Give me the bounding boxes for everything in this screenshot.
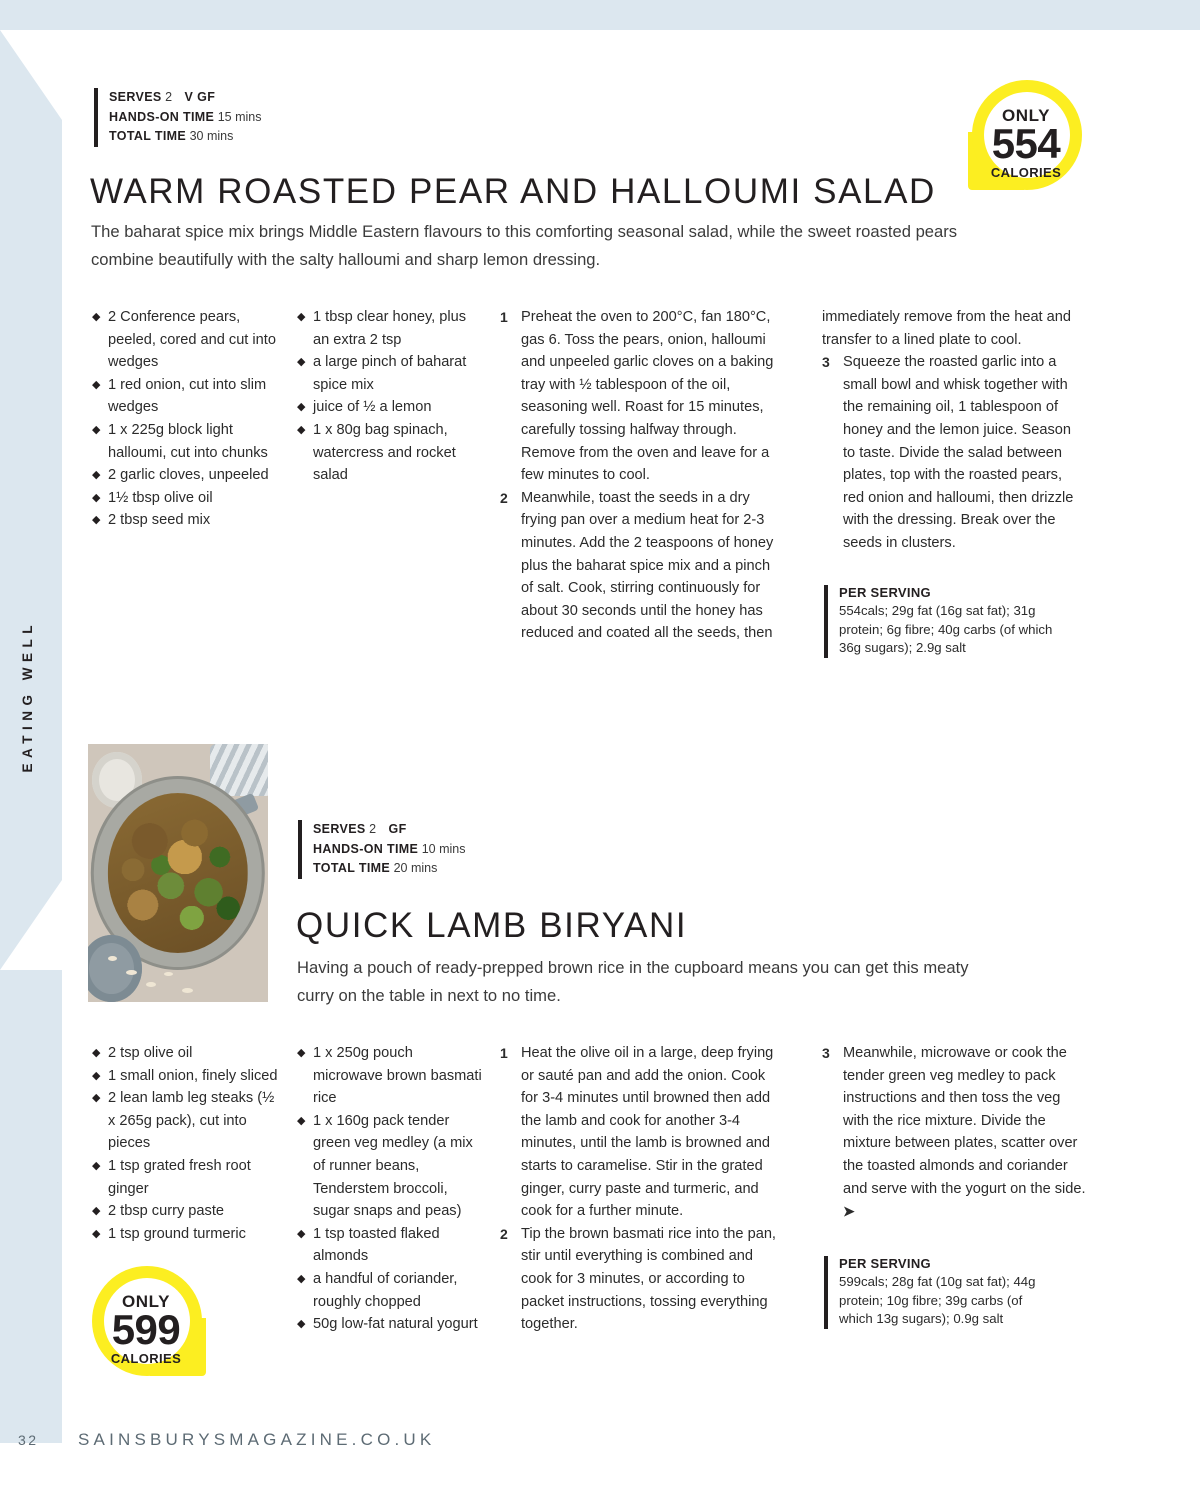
diamond-bullet-icon: ◆ [297, 311, 306, 323]
list-item [297, 396, 477, 419]
diamond-bullet-icon: ◆ [92, 1069, 101, 1082]
diamond-bullet-icon: ◆ [92, 423, 101, 436]
list-item [92, 374, 277, 419]
ingredient-text: 1 tsp grated fresh root ginger [108, 1157, 251, 1197]
recipe-1-method-column-2 [822, 306, 1087, 555]
diamond-bullet-icon: ◆ [297, 1047, 306, 1059]
recipe-1-serves-line [109, 88, 262, 108]
per-serving-body: 599cals; 28g fat (10g sat fat); 44g protein; 10g fibre; 39g carbs (of which 13g sugars); 0.9g salt [839, 1274, 1036, 1327]
ingredient-list [297, 1042, 482, 1336]
step-number: 2 [500, 1225, 508, 1242]
recipe-2-handson-label: HANDS-ON TIME [313, 841, 419, 856]
recipe-2-ingredients-column-2 [297, 1042, 482, 1336]
list-item [297, 1042, 482, 1110]
method-list [822, 351, 1087, 554]
page-number: 32 [18, 1432, 39, 1448]
list-item [297, 351, 477, 396]
list-item [92, 1065, 282, 1088]
recipe-1-total-value: 30 mins [189, 129, 234, 143]
photo-almond-flake [126, 970, 137, 975]
ingredient-list [297, 306, 477, 487]
ingredient-text: 2 tbsp curry paste [108, 1203, 224, 1220]
step-text: Meanwhile, microwave or cook the tender green veg medley to pack instructions and then toss the veg with the rice mixture. Divide the mixture between plates, scatter over the toasted almonds and coriander and serve with the yogurt on the side. [843, 1045, 1086, 1197]
method-list [500, 306, 785, 645]
diamond-bullet-icon: ◆ [92, 1092, 101, 1105]
diamond-bullet-icon: ◆ [92, 378, 101, 391]
ingredient-text: a handful of coriander, roughly chopped [313, 1270, 458, 1310]
step-text: Tip the brown basmati rice into the pan, stir until everything is combined and cook for 3 minutes, or according to packet instructions, tossing everything together. [521, 1225, 776, 1333]
method-step [500, 1223, 785, 1336]
diamond-bullet-icon: ◆ [92, 311, 101, 323]
ingredient-text: 1 x 160g pack tender green veg medley (a mix of runner beans, Tenderstem broccoli, sugar snaps and peas) [313, 1112, 473, 1220]
ingredient-text: 2 lean lamb leg steaks (½ x 265g pack), cut into pieces [108, 1090, 275, 1152]
photo-almond-flake [108, 956, 117, 961]
recipe-2-handson-value: 10 mins [421, 841, 466, 856]
photo-biryani-pan [108, 793, 248, 953]
method-step [822, 1042, 1087, 1224]
step-text: Meanwhile, toast the seeds in a dry frying pan over a medium heat for 2-3 minutes. Add the 2 teaspoons of honey plus the baharat spice mix and a pinch of salt. Cook, stirring continuously for about 30 seconds until the honey has reduced and coated all the seeds, then [521, 489, 774, 642]
recipe-2-diet-tags: GF [388, 822, 407, 836]
badge-only-label: ONLY [1001, 106, 1051, 125]
ingredient-list [92, 1042, 282, 1245]
photo-almond-flake [182, 988, 193, 993]
recipe-1-serves-value: 2 [165, 90, 173, 104]
ingredient-text: 1 tsp ground turmeric [108, 1225, 246, 1242]
list-item [92, 1200, 282, 1223]
recipe-1-handson-line [109, 108, 262, 128]
list-item [297, 1110, 482, 1223]
diamond-bullet-icon: ◆ [297, 1227, 306, 1240]
method-step [500, 1042, 785, 1223]
list-item [92, 487, 277, 510]
recipe-1-per-serving [824, 585, 1074, 658]
continues-arrow-icon: ➤ [843, 1203, 855, 1220]
method-step [500, 306, 785, 487]
ingredient-text: 1 tsp toasted flaked almonds [313, 1225, 440, 1265]
list-item [92, 1155, 282, 1200]
diamond-bullet-icon: ◆ [297, 356, 306, 369]
recipe-2-meta [298, 820, 466, 879]
recipe-2-per-serving [824, 1256, 1044, 1329]
step-number: 1 [500, 309, 508, 325]
recipe-1-serves-label: SERVES [109, 90, 162, 104]
step-number: 3 [822, 354, 830, 371]
method-list [822, 1042, 1087, 1224]
badge-calories-label: CALORIES [110, 1351, 182, 1366]
recipe-1-ingredients-column-1 [92, 306, 277, 532]
decorative-top-band [0, 0, 1200, 30]
magazine-website: SAINSBURYSMAGAZINE.CO.UK [78, 1430, 436, 1449]
ingredient-list [92, 306, 277, 532]
footer-background [0, 1443, 1200, 1505]
recipe-2-method-column-1 [500, 1042, 785, 1336]
list-item [92, 464, 277, 487]
recipe-2-standfirst: Having a pouch of ready-prepped brown rice in the cupboard means you can get this meaty curry on the table in next to no time. [297, 958, 969, 1005]
method-step [500, 487, 785, 645]
ingredient-text: 1 x 225g block light halloumi, cut into chunks [108, 421, 268, 461]
running-head-eating-well: EATING WELL [20, 620, 35, 773]
ingredient-text: 1 red onion, cut into slim wedges [108, 376, 267, 416]
ingredient-text: 2 Conference pears, peeled, cored and cut into wedges [108, 309, 276, 371]
list-item [297, 1223, 482, 1268]
diamond-bullet-icon: ◆ [92, 1205, 101, 1218]
step-number: 1 [500, 1045, 508, 1061]
diamond-bullet-icon: ◆ [297, 1114, 306, 1127]
calorie-badge-554 [966, 86, 1086, 190]
list-item [92, 306, 277, 374]
recipe-1-handson-label: HANDS-ON TIME [109, 109, 215, 124]
diamond-bullet-icon: ◆ [297, 401, 306, 414]
step-number: 3 [822, 1045, 830, 1061]
recipe-1-method-column-1 [500, 306, 785, 645]
diamond-bullet-icon: ◆ [92, 1047, 101, 1059]
ingredient-text: 1 small onion, finely sliced [108, 1067, 278, 1084]
recipe-2-photo [88, 744, 268, 1002]
ingredient-text: a large pinch of baharat spice mix [313, 354, 467, 393]
ingredient-text: juice of ½ a lemon [313, 399, 432, 416]
list-item [297, 306, 477, 351]
recipe-1-diet-tags: V GF [184, 90, 216, 104]
list-item [92, 1042, 282, 1065]
photo-almond-flake [146, 982, 156, 987]
recipe-2-total-value: 20 mins [393, 861, 438, 875]
recipe-2-serves-value: 2 [369, 822, 377, 836]
step-text: Heat the olive oil in a large, deep frying or sauté pan and add the onion. Cook for 3-4 minutes until browned then add the lamb and cook for another 3-4 minutes, until the lamb is browned and starts to caramelise. Stir in the grated ginger, curry paste and turmeric, and cook for a further minute. [521, 1045, 774, 1220]
ingredient-text: 2 garlic cloves, unpeeled [108, 467, 269, 484]
calorie-badge-599 [88, 1272, 208, 1376]
method-step [822, 351, 1087, 554]
photo-almond-bowl [88, 935, 142, 1002]
list-item [92, 1087, 282, 1155]
photo-almond-flake [164, 972, 173, 976]
recipe-2-serves-line [313, 820, 466, 840]
diamond-bullet-icon: ◆ [92, 469, 101, 482]
ingredient-text: 1 tbsp clear honey, plus an extra 2 tsp [313, 309, 467, 348]
per-serving-body: 554cals; 29g fat (16g sat fat); 31g protein; 6g fibre; 40g carbs (of which 36g sugars); 2.9g salt [839, 603, 1053, 656]
badge-calories-label: CALORIES [990, 165, 1062, 180]
recipe-1-total-line [109, 127, 262, 147]
list-item [297, 1268, 482, 1313]
badge-calorie-number: 599 [111, 1306, 181, 1353]
list-item [92, 509, 277, 532]
recipe-2-serves-label: SERVES [313, 822, 366, 836]
list-item [92, 1223, 282, 1246]
diamond-bullet-icon: ◆ [297, 1272, 306, 1285]
recipe-1-meta [94, 88, 262, 147]
recipe-2-total-label: TOTAL TIME [313, 861, 391, 875]
recipe-1-standfirst: The baharat spice mix brings Middle Eastern flavours to this comforting seasonal salad, while the sweet roasted pears combine beautifully with the salty halloumi and sharp lemon dressing. [91, 222, 958, 269]
ingredient-text: 2 tsp olive oil [108, 1045, 193, 1061]
recipe-1-method-continuation: immediately remove from the heat and transfer to a lined plate to cool. [822, 309, 1072, 348]
ingredient-text: 50g low-fat natural yogurt [313, 1316, 478, 1333]
recipe-2-handson-line [313, 840, 466, 860]
per-serving-title: PER SERVING [839, 1256, 931, 1271]
diamond-bullet-icon: ◆ [297, 423, 306, 436]
recipe-2-ingredients-column-1 [92, 1042, 282, 1245]
diamond-bullet-icon: ◆ [92, 1159, 101, 1172]
photo-tea-towel [210, 744, 268, 796]
recipe-1-ingredients-column-2 [297, 306, 477, 487]
recipe-1-title: WARM ROASTED PEAR AND HALLOUMI SALAD [90, 172, 936, 211]
badge-only-label: ONLY [121, 1292, 171, 1311]
ingredient-text: 1 x 80g bag spinach, watercress and rocket salad [313, 421, 456, 484]
diamond-bullet-icon: ◆ [92, 491, 101, 504]
recipe-1-handson-value: 15 mins [217, 109, 262, 124]
recipe-2-title: QUICK LAMB BIRYANI [296, 906, 688, 945]
step-number: 2 [500, 489, 508, 506]
ingredient-text: 1 x 250g pouch microwave brown basmati rice [313, 1045, 482, 1107]
ingredient-text: 2 tbsp seed mix [108, 512, 211, 529]
diamond-bullet-icon: ◆ [92, 514, 101, 527]
diamond-bullet-icon: ◆ [297, 1318, 306, 1331]
photo-yogurt-bowl [92, 752, 142, 809]
per-serving-title: PER SERVING [839, 585, 931, 600]
badge-calorie-number: 554 [991, 120, 1061, 167]
step-text: Preheat the oven to 200°C, fan 180°C, gas 6. Toss the pears, onion, halloumi and unpeeled garlic cloves on a baking tray with ½ tablespoon of the oil, seasoning well. Roast for 15 minutes, carefully tossing halfway through. Remove from the oven and leave for a few minutes to cool. [521, 309, 774, 484]
diamond-bullet-icon: ◆ [92, 1227, 101, 1240]
method-list [500, 1042, 785, 1336]
ingredient-text: 1½ tbsp olive oil [108, 489, 213, 506]
list-item [297, 1313, 482, 1336]
recipe-1-total-label: TOTAL TIME [109, 129, 187, 143]
list-item [92, 419, 277, 464]
recipe-2-total-line [313, 859, 466, 879]
step-text: Squeeze the roasted garlic into a small bowl and whisk together with the remaining oil, 1 tablespoon of honey and the lemon juice. Season to taste. Divide the salad between plates, top with the roasted pears, red onion and halloumi, then drizzle with the dressing. Break over the seeds in clusters. [843, 354, 1074, 551]
list-item [297, 419, 477, 487]
recipe-2-method-column-2 [822, 1042, 1087, 1224]
